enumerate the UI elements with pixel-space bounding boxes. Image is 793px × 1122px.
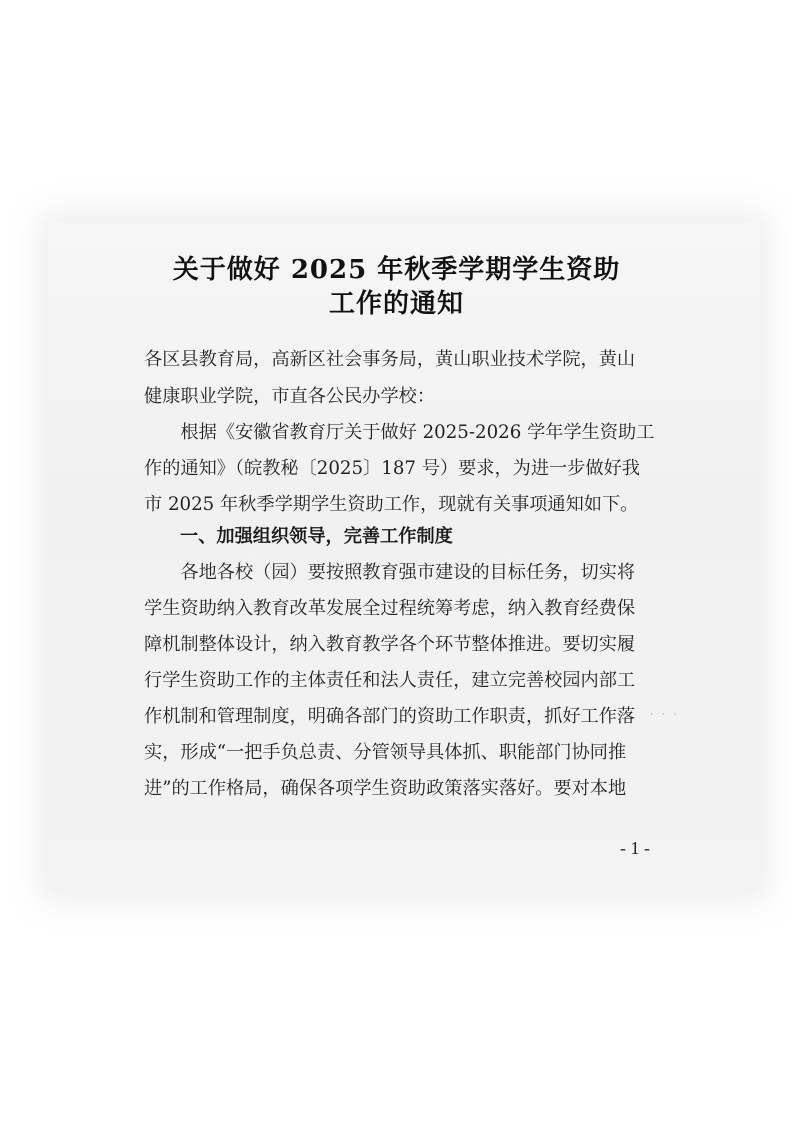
addressee-line-1: 各区县教育局，高新区社会事务局，黄山职业技术学院，黄山 [144, 349, 636, 370]
section-paragraph-line-7: 进”的工作格局，确保各项学生资助政策落实落好。要对本地 [144, 778, 627, 799]
section-paragraph-line-6: 实，形成“一把手负总责、分管领导具体抓、职能部门协同推 [144, 742, 627, 763]
page-number: - 1 - [620, 838, 650, 858]
section-heading-1: 一、加强组织领导，完善工作制度 [180, 526, 453, 547]
intro-paragraph-line-2: 作的通知》（皖教秘〔2025〕187 号）要求，为进一步做好我 [144, 458, 640, 479]
section-paragraph-line-5: 作机制和管理制度，明确各部门的资助工作职责，抓好工作落 [144, 706, 636, 727]
section-paragraph-line-1: 各地各校（园）要按照教育强市建设的目标任务，切实将 [144, 562, 636, 583]
section-paragraph-line-3: 障机制整体设计，纳入教育教学各个环节整体推进。要切实履 [144, 634, 636, 655]
addressee-line-2: 健康职业学院，市直各公民办学校： [144, 386, 436, 407]
section-paragraph-line-2: 学生资助纳入教育改革发展全过程统筹考虑，纳入教育经费保 [144, 598, 636, 619]
section-paragraph-line-4: 行学生资助工作的主体责任和法人责任，建立完善校园内部工 [144, 670, 636, 691]
scan-speck-marks: · · · [650, 710, 680, 720]
intro-paragraph-line-3: 市 2025 年秋季学期学生资助工作，现就有关事项通知如下。 [144, 494, 639, 515]
document-title-line-1: 关于做好 2025 年秋季学期学生资助 [172, 255, 621, 285]
document-title-line-2: 工作的通知 [328, 289, 464, 319]
intro-paragraph-line-1: 根据《安徽省教育厅关于做好 2025-2026 学年学生资助工 [144, 422, 655, 443]
